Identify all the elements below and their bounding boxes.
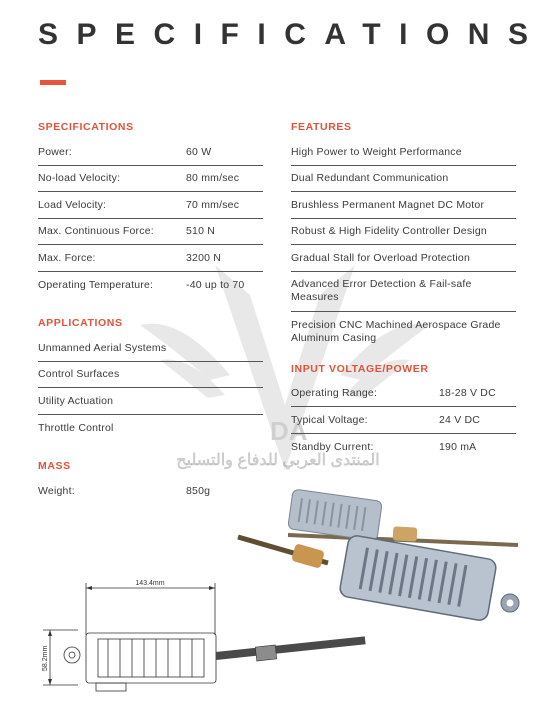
spec-label: Max. Force: <box>38 251 96 264</box>
page-title: SPECIFICATIONS <box>38 18 547 51</box>
feature-item: Advanced Error Detection & Fail-safe Measures <box>291 272 516 312</box>
voltage-label: Operating Range: <box>291 387 378 400</box>
spec-label: Max. Continuous Force: <box>38 225 154 238</box>
voltage-value: 18-28 V DC <box>439 387 496 400</box>
voltage-label: Standby Current: <box>291 440 374 453</box>
features-list <box>291 139 516 352</box>
features-heading: FEATURES <box>291 121 352 133</box>
drawing-height-label: 58.2mm <box>42 645 49 671</box>
specifications-table <box>38 139 263 298</box>
mass-label: Weight: <box>38 485 75 498</box>
feature-item: Brushless Permanent Magnet DC Motor <box>291 192 516 219</box>
left-column <box>38 120 263 505</box>
spec-label: Power: <box>38 145 72 158</box>
application-item: Throttle Control <box>38 421 114 434</box>
input-voltage-table <box>291 381 516 461</box>
mass-heading: MASS <box>38 460 71 472</box>
voltage-row-standby-current <box>291 434 516 461</box>
spec-value: 510 N <box>186 225 216 238</box>
feature-item: Precision CNC Machined Aerospace Grade Aluminum Casing <box>291 318 501 344</box>
applications-heading: APPLICATIONS <box>38 317 123 329</box>
right-column <box>291 120 516 460</box>
voltage-row-typical-voltage <box>291 407 516 434</box>
voltage-value: 190 mA <box>439 440 477 453</box>
feature-item: Gradual Stall for Overload Protection <box>291 245 516 272</box>
dimension-drawing <box>38 575 388 710</box>
watermark-text: المنتدى العربي للدفاع والتسليح <box>176 452 380 469</box>
spec-row-power <box>38 139 263 166</box>
rear-actuator <box>288 489 518 545</box>
feature-item: Dual Redundant Communication <box>291 166 516 193</box>
voltage-label: Typical Voltage: <box>291 413 368 426</box>
spec-value: 70 mm/sec <box>186 198 240 211</box>
spec-label: Load Velocity: <box>38 198 107 211</box>
accent-bar <box>40 80 66 85</box>
voltage-value: 24 V DC <box>439 413 481 426</box>
spec-label: Operating Temperature: <box>38 278 154 291</box>
feature-item: High Power to Weight Performance <box>291 139 516 166</box>
spec-value: -40 up to 70 <box>186 278 245 291</box>
spec-value: 60 W <box>186 145 212 158</box>
spec-value: 80 mm/sec <box>186 172 240 185</box>
application-item: Utility Actuation <box>38 388 263 415</box>
watermark-logo-text: DA <box>270 416 308 446</box>
spec-row-max-continuous-force <box>38 219 263 246</box>
applications-list <box>38 335 263 441</box>
application-item: Control Surfaces <box>38 362 263 389</box>
specifications-heading: SPECIFICATIONS <box>38 121 134 133</box>
drawing-width-label: 143.4mm <box>135 580 165 587</box>
feature-item: Robust & High Fidelity Controller Design <box>291 219 516 246</box>
spec-value: 3200 N <box>186 251 222 264</box>
input-voltage-heading: INPUT VOLTAGE/POWER <box>291 362 429 375</box>
spec-row-operating-temperature <box>38 272 263 299</box>
spec-row-max-force <box>38 245 263 272</box>
spec-label: No-load Velocity: <box>38 172 121 185</box>
mass-value: 850g <box>186 485 211 498</box>
spec-row-load-velocity <box>38 192 263 219</box>
application-item: Unmanned Aerial Systems <box>38 335 263 362</box>
spec-row-no-load-velocity <box>38 166 263 193</box>
voltage-row-operating-range <box>291 381 516 408</box>
